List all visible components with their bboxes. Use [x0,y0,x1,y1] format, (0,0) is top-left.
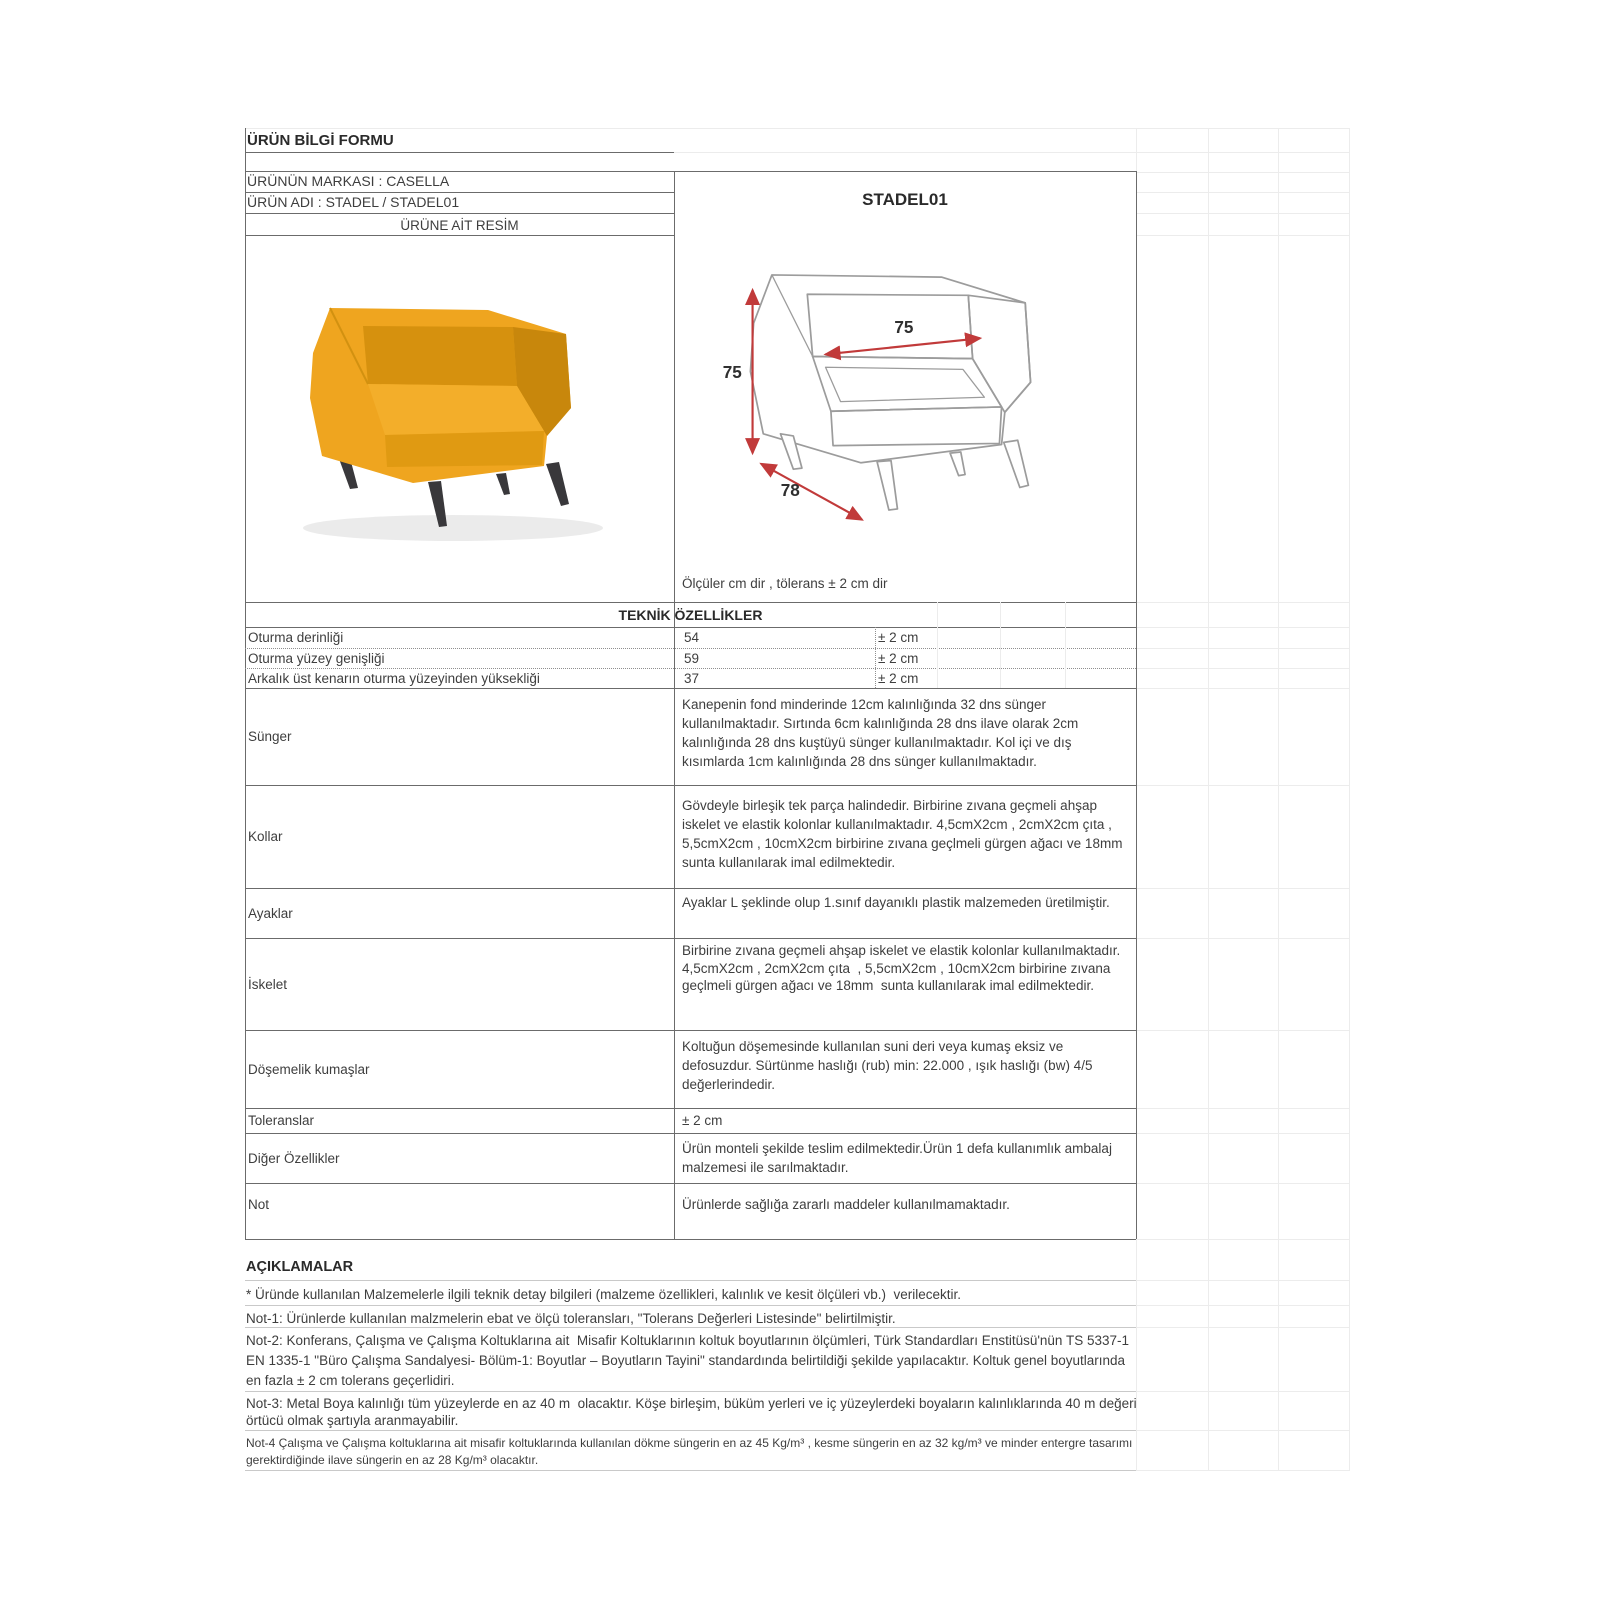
chair-inner-back [363,326,517,386]
detail-row-value: Ayaklar L şeklinde olup 1.sınıf dayanıklı plastik malzemeden üretilmiştir. [682,895,1110,910]
note-item: Not-2: Konferans, Çalışma ve Çalışma Koltuklarına ait Misafir Koltuklarının koltuk boyutlarının ölçümleri, Türk Standardları Enstitüsü'nün TS 5337-1 EN 1335-1 "Büro Çalışma Sandalyesi- Bölüm-1: Boyutlar – Boyutların Tayini" standardında belirtildiği şekilde yapılacaktır. Koltuk genel boyutlarında en fazla ± 2 cm tolerans geçerlidiri. [246,1333,1133,1388]
brand-cell [247,171,672,192]
table-border [245,1239,1136,1240]
note-item: Not-1: Ürünlerde kullanılan malzmelerin ebat ve ölçü toleransları, "Tolerans Değerleri Listesinde" belirtilmiştir. [246,1311,896,1326]
detail-label: Döşemelik kumaşlar [248,1061,370,1077]
detail-row-label [248,785,668,888]
detail-label: Kollar [248,829,283,844]
detail-row-label [248,888,668,938]
table-border [245,152,674,153]
notes-separator [245,1430,1136,1431]
sheet-gridline [937,602,938,688]
sheet-gridline [1136,1327,1350,1328]
measurement-value: 37 [684,670,700,686]
depth-dimension-label: 78 [780,480,800,501]
product-name-cell [247,192,672,213]
notes-separator [245,1280,1136,1281]
sheet-gridline [1136,602,1350,603]
note-item: Not-3: Metal Boya kalınlığı tüm yüzeylerde en az 40 m olacaktır. Köşe birleşim, büküm yerleri ve iç yüzeylerdeki boyaların kalınlıklarında 40 m değeri örtücü olmak şartıyla aranmayabilir. [246,1396,1141,1428]
notes-separator [245,1305,1136,1306]
detail-label: Sünger [248,729,292,744]
sheet-gridline [1136,888,1350,889]
detail-row-value: Ürün monteli şekilde teslim edilmektedir.Ürün 1 defa kullanımlık ambalaj malzemesi ile sarılmaktadır. [682,1141,1116,1175]
chair-body [310,308,571,483]
detail-value: Ürünlerde sağlığa zararlı maddeler kullanılmamaktadır. [682,1196,1010,1212]
detail-row-value: Koltuğun döşemesinde kullanılan suni deri veya kumaş eksiz ve defosuzdur. Sürtünme haslığı (rub) min: 22.000 , ışık haslığı (bw) 4/5 değerlerindedir. [682,1039,1097,1092]
sheet-gridline [1136,1430,1350,1431]
detail-row-label [248,938,668,1030]
sheet-gridline [1136,1183,1350,1184]
sheet-gridline [1136,938,1350,939]
measurement-row-value [684,668,864,688]
table-border [245,128,246,1239]
measurement-tolerance: ± 2 cm [878,630,919,645]
detail-label: Not [248,1196,270,1212]
measurement-row-value [684,627,864,648]
measurement-value: 54 [684,630,700,645]
measurement-row-label [248,648,668,668]
chair-cushion-top [368,384,544,435]
detail-row-value [682,1108,1128,1133]
product-name-label: ÜRÜN ADI : STADEL / STADEL01 [247,194,460,210]
model-code-title: STADEL01 [862,190,948,209]
sheet-gridline [1136,648,1350,649]
detail-row-label [248,688,668,785]
detail-row-label [248,1133,668,1183]
notes-separator [245,1327,1136,1328]
image-header-cell: ÜRÜNE AİT RESİM [400,218,519,233]
brand-label: ÜRÜNÜN MARKASI : CASELLA [247,173,450,189]
sheet-gridline [1208,128,1209,1470]
table-border [1136,171,1137,1239]
detail-row-label [248,1030,668,1108]
product-photo [268,268,668,568]
measurement-label: Arkalık üst kenarın oturma yüzeyinden yüksekliği [248,670,540,686]
sheet-gridline [674,152,1350,153]
table-border [674,171,675,1239]
measurement-row-label [248,627,668,648]
page-title: ÜRÜN BİLGİ FORMU [247,132,394,149]
sheet-gridline [1136,128,1137,171]
table-border-dotted [875,627,876,688]
sheet-gridline [1136,627,1350,628]
measurement-label: Oturma derinliği [248,630,344,645]
notes-header: AÇIKLAMALAR [246,1259,354,1275]
measurement-tolerance: ± 2 cm [878,670,919,686]
sheet-gridline [1136,1280,1350,1281]
sheet-gridline [245,128,1350,129]
detail-value: ± 2 cm [682,1113,723,1128]
sheet-gridline [1349,128,1350,1470]
detail-row-value: Birbirine zıvana geçmeli ahşap iskelet ve elastik kolonlar kullanılmaktadır. 4,5cmX2cm , 2cmX2cm çıta , 5,5cmX2cm , 10cmX2cm birbirine zıvana geçlmeli gürgen ağacı ve 18mm sunta kullanılarak imal edilmektedir. [682,943,1124,993]
measurement-row-tolerance [878,627,998,648]
spec-table-header: TEKNİK ÖZELLİKLER [618,607,763,623]
sheet-gridline [1136,688,1350,689]
detail-label: Ayaklar [248,905,293,921]
table-border [245,602,1136,603]
sheet-gridline [1136,1391,1350,1392]
sheet-gridline [1136,1030,1350,1031]
detail-row-label [248,1183,668,1225]
width-dimension-label: 75 [894,316,914,337]
measurement-tolerance: ± 2 cm [878,650,919,666]
photo-floor-shadow [303,515,603,541]
sheet-gridline [1278,128,1279,1470]
notes-separator [245,1391,1136,1392]
measurement-label: Oturma yüzey genişliği [248,650,385,666]
detail-row-value: Gövdeyle birleşik tek parça halindedir. Birbirine zıvana geçmeli ahşap iskelet ve elastik kolonlar kullanılmaktadır. 4,5cmX2cm , 2cmX2cm çıta , 5,5cmX2cm , 10cmX2cm birbirine zıvana geçlmeli gürgen ağacı ve 18mm sunta kullanılarak imal edilmektedir. [682,798,1130,870]
measurement-row-tolerance [878,648,998,668]
sheet-gridline [1136,192,1350,193]
measurement-row-label [248,668,668,688]
detail-label: Toleranslar [248,1113,315,1128]
sheet-gridline [1136,1470,1350,1471]
sheet-gridline [1136,1108,1350,1109]
sheet-gridline [1065,602,1066,688]
sheet-gridline [1136,1133,1350,1134]
note-item: Not-4 Çalışma ve Çalışma koltuklarına ait misafir koltuklarında kullanılan dökme süngerin en az 45 Kg/m³ , kesme süngerin en az 32 kg/m³ ve minder entergre tasarımı gerektirdiğinde ilave süngerin en az 28 Kg/m³ olacaktır. [246,1436,1136,1467]
detail-row-value [682,1183,1128,1225]
table-border [245,235,674,236]
detail-label: İskelet [248,976,288,992]
measurement-row-tolerance [878,668,998,688]
note-item: * Üründe kullanılan Malzemelerle ilgili teknik detay bilgileri (malzeme özellikleri, kalınlık ve kesit ölçüleri vb.) verilecektir. [246,1287,962,1302]
sheet-gridline [1136,668,1350,669]
detail-row-value: Kanepenin fond minderinde 12cm kalınlığında 32 dns sünger kullanılmaktadır. Sırtında 6cm kalınlığında 28 dns ilave olarak 2cm kalınlığında 28 dns kuştüyü sünger kullanılmaktadır. Kol içi ve dış kısımlarda 1cm kalınlığında 28 dns sünger kullanılmaktadır. [682,697,1082,769]
height-dimension-label: 75 [722,361,742,382]
chair-cushion-front [385,431,544,467]
drawing-chair-wireframe [750,275,1030,510]
technical-drawing [705,232,1135,554]
table-border [245,213,674,214]
detail-label: Diğer Özellikler [248,1150,340,1166]
sheet-gridline [1136,235,1350,236]
notes-separator [245,1470,1136,1471]
sheet-gridline [1136,1239,1350,1240]
measurement-row-value [684,648,864,668]
sheet-gridline [1136,172,1350,173]
dimension-note: Ölçüler cm dir , tölerans ± 2 cm dir [682,576,888,591]
sheet-gridline [1136,1305,1350,1306]
sheet-gridline [1136,213,1350,214]
measurement-value: 59 [684,650,700,666]
detail-row-label [248,1108,668,1133]
sheet-gridline [1136,785,1350,786]
sheet-gridline [1000,602,1001,688]
